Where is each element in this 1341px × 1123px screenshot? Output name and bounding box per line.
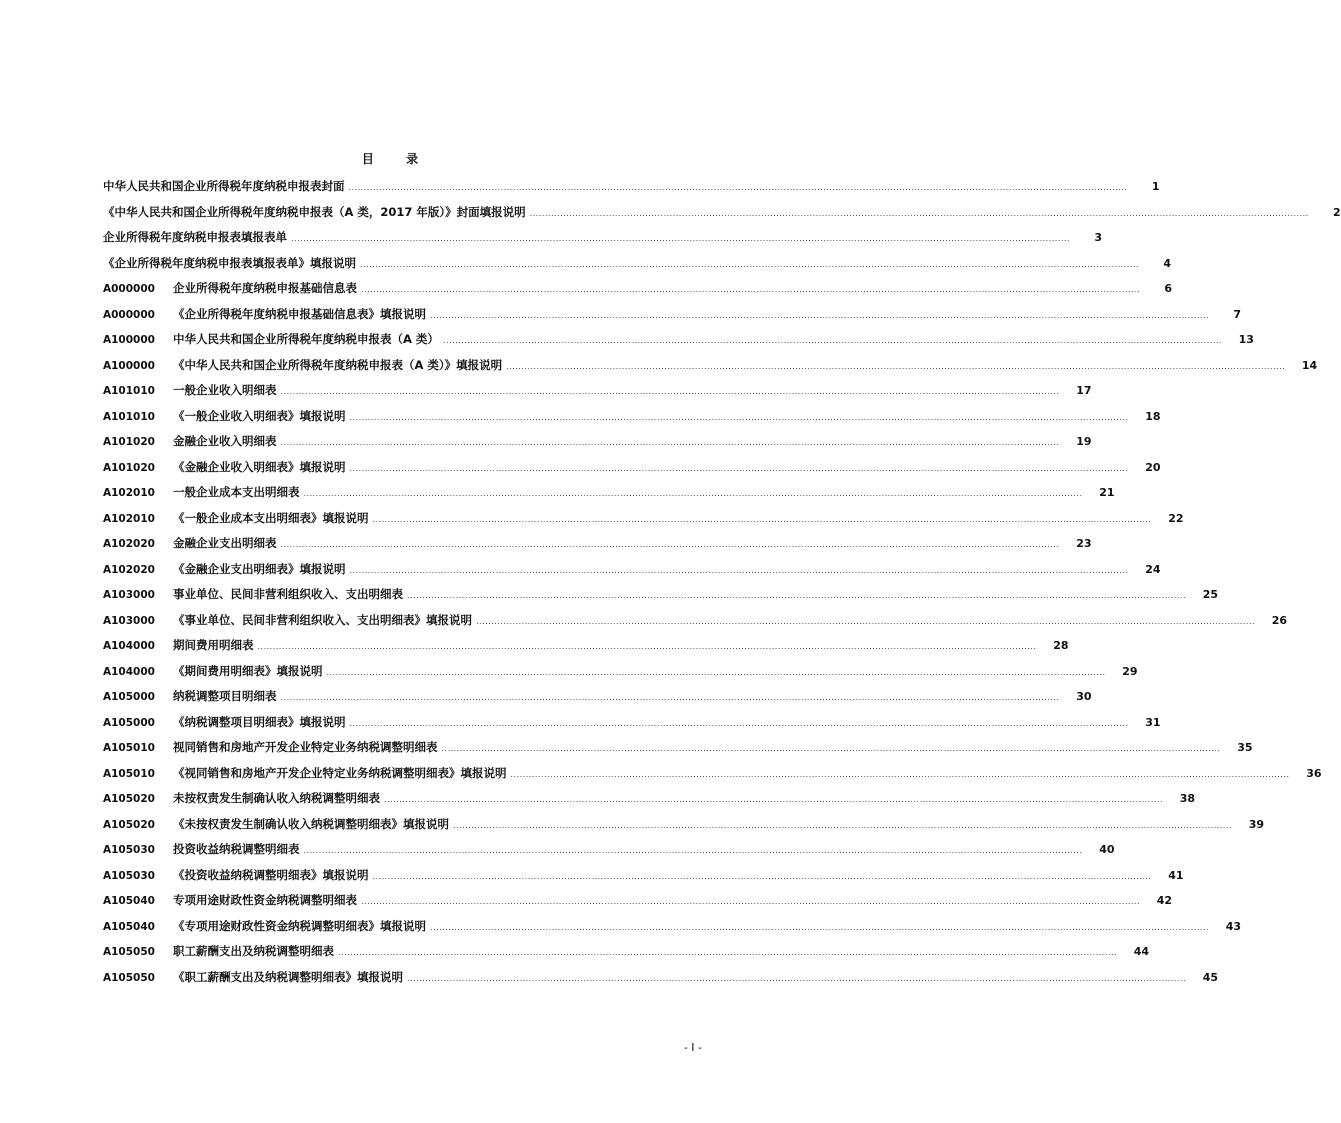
toc-entry-code: A102020: [103, 538, 155, 550]
toc-entry-code: A105020: [103, 818, 155, 831]
toc-entry-title: 职工薪酬支出及纳税调整明细表: [173, 944, 334, 958]
toc-entry-page: 31: [1145, 715, 1161, 729]
toc-entry[interactable]: [103, 229, 1102, 255]
toc-entry-title: 《企业所得税年度纳税申报基础信息表》填报说明: [173, 306, 426, 321]
toc-entry-page: 28: [1053, 639, 1069, 652]
toc-entry-title: 投资收益纳税调整明细表: [173, 842, 300, 856]
toc-dot-leader: [373, 872, 1152, 881]
toc-dot-leader: [350, 413, 1129, 422]
toc-entry-code: A105050: [103, 946, 155, 958]
toc-entry-page: 45: [1202, 970, 1218, 984]
toc-dot-leader: [281, 438, 1060, 447]
toc-entry[interactable]: [103, 790, 1195, 816]
toc-entry-page: 40: [1099, 843, 1115, 856]
toc-entry[interactable]: [103, 688, 1092, 714]
toc-dot-leader: [453, 821, 1232, 830]
toc-entry[interactable]: [103, 739, 1253, 765]
toc-entry-code: A105020: [103, 793, 155, 805]
toc-entry[interactable]: [103, 561, 1161, 587]
toc-entry-title: 《事业单位、民间非营利组织收入、支出明细表》填报说明: [173, 612, 472, 627]
toc-dot-leader: [430, 311, 1209, 320]
toc-entry-page: 29: [1122, 664, 1138, 678]
table-of-contents: [103, 178, 1341, 994]
toc-entry-title: 《纳税调整项目明细表》填报说明: [173, 714, 346, 729]
toc-dot-leader: [506, 362, 1285, 371]
toc-entry-page: 17: [1076, 384, 1092, 397]
toc-entry[interactable]: [103, 178, 1160, 204]
toc-entry[interactable]: [103, 765, 1322, 791]
toc-entry-page: 18: [1145, 409, 1161, 423]
toc-entry[interactable]: [103, 969, 1218, 995]
toc-entry-page: 35: [1237, 741, 1253, 754]
toc-entry[interactable]: [103, 357, 1318, 383]
toc-entry-title: 《期间费用明细表》填报说明: [173, 663, 323, 678]
toc-entry-title: 《中华人民共和国企业所得税年度纳税申报表（A 类，2017 年版）》封面填报说明: [103, 204, 526, 219]
toc-entry-title: 《金融企业收入明细表》填报说明: [173, 459, 346, 474]
toc-entry-page: 13: [1238, 333, 1254, 346]
toc-entry[interactable]: [103, 637, 1069, 663]
toc-entry[interactable]: [103, 586, 1218, 612]
toc-entry-page: 14: [1301, 358, 1318, 372]
toc-dot-leader: [430, 923, 1209, 932]
toc-entry[interactable]: [103, 535, 1092, 561]
toc-entry-code: A105050: [103, 971, 155, 984]
toc-entry-page: 41: [1168, 868, 1184, 882]
toc-dot-leader: [350, 464, 1129, 473]
toc-dot-leader: [258, 642, 1037, 651]
toc-entry-code: A000000: [103, 308, 155, 321]
toc-entry-code: A000000: [103, 283, 155, 295]
toc-dot-leader: [350, 719, 1129, 728]
toc-entry-page: 1: [1151, 180, 1160, 193]
toc-entry-code: A102010: [103, 512, 155, 525]
toc-entry-title: 《金融企业支出明细表》填报说明: [173, 561, 346, 576]
toc-dot-leader: [281, 540, 1060, 549]
toc-dot-leader: [443, 336, 1222, 345]
toc-entry-page: 6: [1164, 282, 1172, 295]
toc-entry-title: 未按权责发生制确认收入纳税调整明细表: [173, 791, 380, 805]
toc-entry-code: A105030: [103, 844, 155, 856]
toc-entry-page: 24: [1145, 562, 1161, 576]
toc-entry[interactable]: [103, 841, 1115, 867]
toc-entry-title: 《未按权责发生制确认收入纳税调整明细表》填报说明: [173, 816, 449, 831]
toc-entry-title: 中华人民共和国企业所得税年度纳税申报表（A 类）: [173, 332, 439, 346]
toc-entry[interactable]: [103, 408, 1161, 434]
toc-entry[interactable]: [103, 663, 1138, 689]
toc-entry-title: 金融企业支出明细表: [173, 536, 277, 550]
toc-entry[interactable]: [103, 867, 1184, 893]
toc-entry-code: A100000: [103, 334, 155, 346]
toc-entry-title: 《一般企业成本支出明细表》填报说明: [173, 510, 369, 525]
toc-entry-title: 事业单位、民间非营利组织收入、支出明细表: [173, 587, 403, 601]
toc-entry-title: 一般企业收入明细表: [173, 383, 277, 397]
toc-entry[interactable]: [103, 943, 1149, 969]
toc-dot-leader: [327, 668, 1106, 677]
toc-entry-page: 25: [1202, 588, 1218, 601]
toc-dot-leader: [281, 693, 1060, 702]
toc-entry-title: 中华人民共和国企业所得税年度纳税申报表封面: [103, 179, 345, 193]
toc-entry-code: A104000: [103, 640, 155, 652]
toc-entry-title: 《专项用途财政性资金纳税调整明细表》填报说明: [173, 918, 426, 933]
toc-entry[interactable]: [103, 433, 1092, 459]
toc-entry-title: 期间费用明细表: [173, 638, 254, 652]
toc-entry-page: 30: [1076, 690, 1092, 703]
toc-entry-title: 《中华人民共和国企业所得税年度纳税申报表（A 类）》填报说明: [173, 357, 503, 372]
toc-entry-page: 20: [1145, 460, 1161, 474]
toc-entry-page: 4: [1163, 256, 1171, 270]
toc-dot-leader: [442, 744, 1221, 753]
toc-entry-page: 21: [1099, 486, 1115, 499]
toc-entry-title: 《投资收益纳税调整明细表》填报说明: [173, 867, 369, 882]
toc-entry[interactable]: [103, 280, 1172, 306]
toc-entry-code: A101010: [103, 385, 155, 397]
toc-dot-leader: [407, 974, 1186, 983]
toc-entry[interactable]: [103, 892, 1172, 918]
toc-entry-code: A101010: [103, 410, 155, 423]
toc-entry-page: 3: [1094, 231, 1102, 244]
toc-entry-title: 专项用途财政性资金纳税调整明细表: [173, 893, 357, 907]
toc-entry-title: 企业所得税年度纳税申报表填报表单: [103, 230, 287, 244]
toc-entry-page: 38: [1179, 792, 1195, 805]
toc-heading: 目 录: [361, 152, 433, 166]
toc-dot-leader: [476, 617, 1255, 626]
toc-entry-code: A103000: [103, 614, 155, 627]
toc-dot-leader: [350, 566, 1129, 575]
toc-entry-code: A105030: [103, 869, 155, 882]
toc-dot-leader: [291, 234, 1070, 243]
toc-entry[interactable]: [103, 382, 1092, 408]
toc-entry-page: 39: [1248, 817, 1264, 831]
toc-dot-leader: [361, 897, 1140, 906]
toc-entry-code: A105040: [103, 920, 155, 933]
toc-entry[interactable]: [103, 510, 1184, 536]
toc-dot-leader: [511, 770, 1290, 779]
toc-entry[interactable]: [103, 612, 1287, 638]
toc-entry-page: 19: [1076, 435, 1092, 448]
toc-entry-title: 《视同销售和房地产开发企业特定业务纳税调整明细表》填报说明: [173, 765, 507, 780]
toc-dot-leader: [304, 846, 1083, 855]
toc-entry[interactable]: [103, 459, 1161, 485]
toc-entry[interactable]: [103, 918, 1241, 944]
toc-entry-code: A105000: [103, 716, 155, 729]
toc-entry-title: 《职工薪酬支出及纳税调整明细表》填报说明: [173, 969, 403, 984]
toc-dot-leader: [349, 183, 1128, 192]
toc-entry-code: A101020: [103, 436, 155, 448]
toc-entry-code: A105010: [103, 767, 155, 780]
toc-entry[interactable]: [103, 714, 1161, 740]
toc-entry[interactable]: [103, 306, 1241, 332]
toc-entry-code: A104000: [103, 665, 155, 678]
toc-dot-leader: [373, 515, 1152, 524]
toc-entry-code: A105000: [103, 691, 155, 703]
toc-entry-page: 22: [1168, 511, 1184, 525]
page-number: - I -: [683, 1041, 702, 1054]
toc-dot-leader: [530, 209, 1309, 218]
toc-entry[interactable]: [103, 816, 1264, 842]
toc-entry-code: A105010: [103, 742, 155, 754]
toc-entry-title: 视同销售和房地产开发企业特定业务纳税调整明细表: [173, 740, 438, 754]
toc-entry-title: 《一般企业收入明细表》填报说明: [173, 408, 346, 423]
toc-dot-leader: [338, 948, 1117, 957]
toc-entry-page: 36: [1306, 766, 1322, 780]
toc-dot-leader: [384, 795, 1163, 804]
toc-entry[interactable]: [103, 331, 1254, 357]
toc-entry-title: 《企业所得税年度纳税申报表填报表单》填报说明: [103, 255, 356, 270]
toc-dot-leader: [361, 285, 1140, 294]
toc-entry-code: A100000: [103, 359, 155, 372]
toc-entry-page: 42: [1156, 894, 1172, 907]
toc-dot-leader: [407, 591, 1186, 600]
toc-entry-page: 44: [1133, 945, 1149, 958]
toc-entry-code: A101020: [103, 461, 155, 474]
toc-entry-title: 金融企业收入明细表: [173, 434, 277, 448]
toc-entry-title: 一般企业成本支出明细表: [173, 485, 300, 499]
toc-entry-code: A102010: [103, 487, 155, 499]
toc-entry-title: 企业所得税年度纳税申报基础信息表: [173, 281, 357, 295]
toc-entry-page: 26: [1271, 613, 1287, 627]
toc-dot-leader: [360, 260, 1139, 269]
toc-dot-leader: [281, 387, 1060, 396]
toc-entry[interactable]: [103, 255, 1171, 281]
toc-entry[interactable]: [103, 484, 1115, 510]
toc-entry-page: 7: [1233, 307, 1241, 321]
toc-entry-title: 纳税调整项目明细表: [173, 689, 277, 703]
toc-dot-leader: [304, 489, 1083, 498]
toc-entry-page: 23: [1076, 537, 1092, 550]
toc-entry-page: 2: [1333, 205, 1341, 219]
toc-entry-code: A103000: [103, 589, 155, 601]
toc-entry-code: A105040: [103, 895, 155, 907]
toc-entry-code: A102020: [103, 563, 155, 576]
toc-entry[interactable]: [103, 204, 1341, 230]
toc-entry-page: 43: [1225, 919, 1241, 933]
